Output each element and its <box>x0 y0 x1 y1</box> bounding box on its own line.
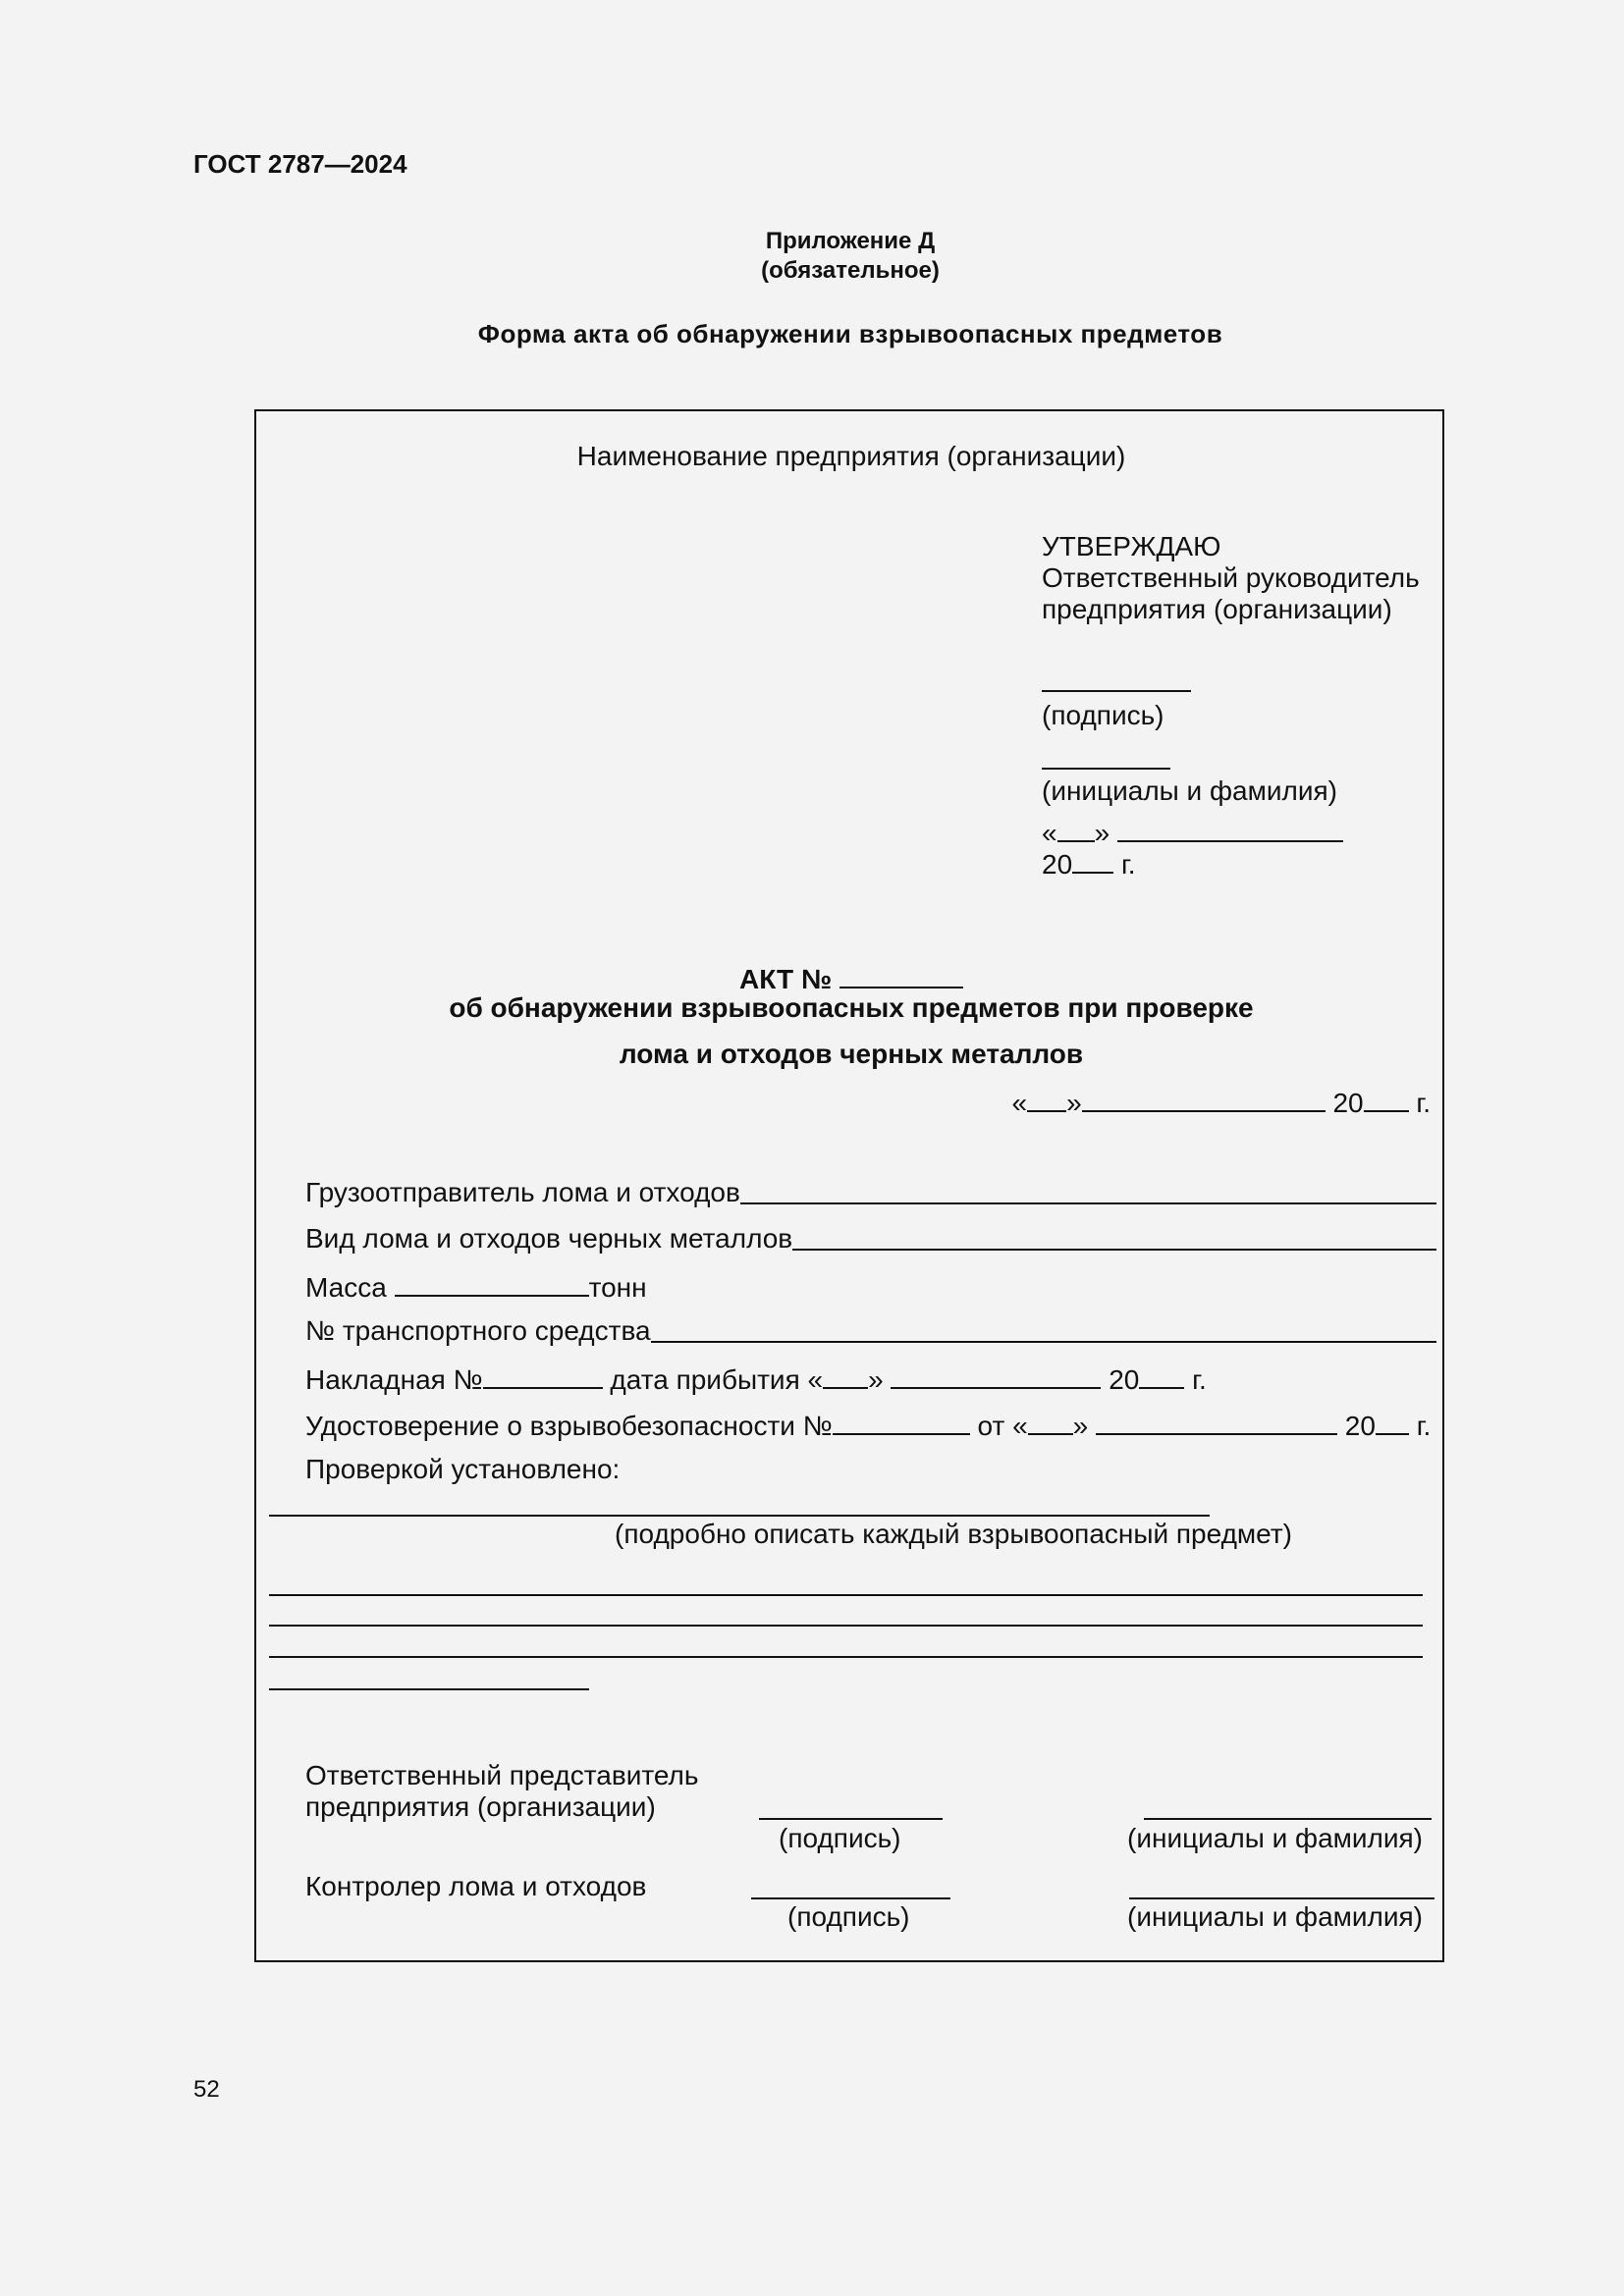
rep-name-line[interactable] <box>1144 1818 1432 1820</box>
arrival-quote-close: » <box>868 1364 884 1395</box>
approver-signature-caption: (подпись) <box>1042 700 1164 730</box>
certificate-number-field[interactable] <box>833 1408 970 1435</box>
certificate-year-suffix: г. <box>1416 1411 1432 1441</box>
approve-date-row <box>1042 815 1343 849</box>
approve-year-suffix: г. <box>1120 849 1136 880</box>
arrival-year-prefix: 20 <box>1109 1364 1140 1395</box>
appendix-title: Приложение Д <box>765 228 936 254</box>
approve-word: УТВЕРЖДАЮ <box>1042 531 1221 561</box>
approve-year-row <box>1042 846 1136 881</box>
description-line-2[interactable] <box>269 1625 1423 1627</box>
approve-quote-open: « <box>1042 818 1057 848</box>
description-line-3[interactable] <box>269 1656 1423 1658</box>
certificate-from-label: от « <box>977 1411 1028 1441</box>
appendix-subtitle: (обязательное) <box>761 257 940 284</box>
certificate-year-prefix: 20 <box>1344 1411 1376 1441</box>
act-year-suffix: г. <box>1416 1088 1431 1118</box>
description-line-4[interactable] <box>269 1688 589 1690</box>
shipper-label: Грузоотправитель лома и отходов <box>305 1177 740 1207</box>
act-number-label: АКТ № <box>739 964 833 994</box>
approver-signature-line[interactable] <box>1042 690 1191 692</box>
act-quote-open: « <box>1011 1088 1028 1118</box>
vehicle-field[interactable] <box>651 1315 1436 1343</box>
act-month-blank[interactable] <box>1082 1085 1326 1112</box>
controller-label: Контролер лома и отходов <box>305 1871 647 1901</box>
approve-quote-close: » <box>1094 818 1110 848</box>
arrival-year-suffix: г. <box>1192 1364 1207 1395</box>
act-day-blank[interactable] <box>1027 1085 1066 1112</box>
act-title-line-2: об обнаружении взрывоопасных предметов при проверке <box>449 992 1254 1023</box>
approve-year-prefix: 20 <box>1042 849 1073 880</box>
describe-caption: (подробно описать каждый взрывоопасный предмет) <box>615 1519 1292 1549</box>
vehicle-label: № транспортного средства <box>305 1315 651 1346</box>
scrap-type-label: Вид лома и отходов черных металлов <box>305 1223 793 1254</box>
approver-name-caption: (инициалы и фамилия) <box>1042 775 1337 806</box>
act-year-blank[interactable] <box>1364 1085 1409 1112</box>
rep-signature-caption: (подпись) <box>779 1823 901 1853</box>
act-date-row <box>1012 1085 1431 1119</box>
approve-line-2: предприятия (организации) <box>1042 594 1392 624</box>
invoice-row <box>305 1362 1207 1396</box>
act-number-blank[interactable] <box>839 961 963 988</box>
approver-name-line[interactable] <box>1042 768 1170 770</box>
scrap-type-row <box>305 1223 1436 1255</box>
shipper-row <box>305 1177 1436 1208</box>
act-quote-close: » <box>1066 1088 1082 1118</box>
mass-field[interactable] <box>395 1269 589 1297</box>
act-year-prefix: 20 <box>1332 1088 1364 1118</box>
certificate-month-field[interactable] <box>1096 1408 1337 1435</box>
standard-code: ГОСТ 2787—2024 <box>193 149 407 179</box>
act-form <box>254 409 1444 1962</box>
scrap-type-field[interactable] <box>792 1223 1436 1251</box>
approve-line-1: Ответственный руководитель <box>1042 562 1420 593</box>
page-number: 52 <box>193 2076 220 2103</box>
certificate-label: Удостоверение о взрывобезопасности № <box>305 1411 833 1441</box>
inspection-label: Проверкой установлено: <box>305 1454 621 1484</box>
certificate-year-field[interactable] <box>1376 1408 1409 1435</box>
description-line-1[interactable] <box>269 1594 1423 1596</box>
rep-name-caption: (инициалы и фамилия) <box>1127 1823 1423 1853</box>
arrival-month-field[interactable] <box>891 1362 1101 1389</box>
form-title: Форма акта об обнаружении взрывоопасных предметов <box>477 319 1223 348</box>
arrival-day-field[interactable] <box>823 1362 868 1389</box>
certificate-day-field[interactable] <box>1028 1408 1073 1435</box>
rep-line-1: Ответственный представитель <box>305 1760 699 1790</box>
rep-line-2: предприятия (организации) <box>305 1791 656 1822</box>
arrival-label: дата прибытия « <box>610 1364 824 1395</box>
invoice-label: Накладная № <box>305 1364 483 1395</box>
vehicle-row <box>305 1315 1436 1347</box>
inspection-line-1[interactable] <box>269 1515 1210 1517</box>
controller-signature-line[interactable] <box>751 1897 950 1899</box>
mass-row <box>305 1269 647 1304</box>
shipper-field[interactable] <box>740 1177 1436 1204</box>
certificate-row <box>305 1408 1431 1442</box>
invoice-number-field[interactable] <box>483 1362 603 1389</box>
approve-day-blank[interactable] <box>1057 815 1095 842</box>
rep-signature-line[interactable] <box>759 1818 943 1820</box>
controller-name-caption: (инициалы и фамилия) <box>1127 1901 1423 1932</box>
mass-label: Масса <box>305 1272 387 1303</box>
act-title-line-3: лома и отходов черных металлов <box>619 1039 1084 1069</box>
approve-year-blank[interactable] <box>1072 846 1113 874</box>
certificate-quote-close: » <box>1072 1411 1089 1441</box>
act-number-row <box>256 961 1446 995</box>
mass-unit: тонн <box>588 1272 647 1303</box>
controller-signature-caption: (подпись) <box>787 1901 910 1932</box>
arrival-year-field[interactable] <box>1139 1362 1184 1389</box>
controller-name-line[interactable] <box>1129 1897 1435 1899</box>
org-name-label: Наименование предприятия (организации) <box>576 441 1126 471</box>
approve-month-blank[interactable] <box>1117 815 1343 842</box>
